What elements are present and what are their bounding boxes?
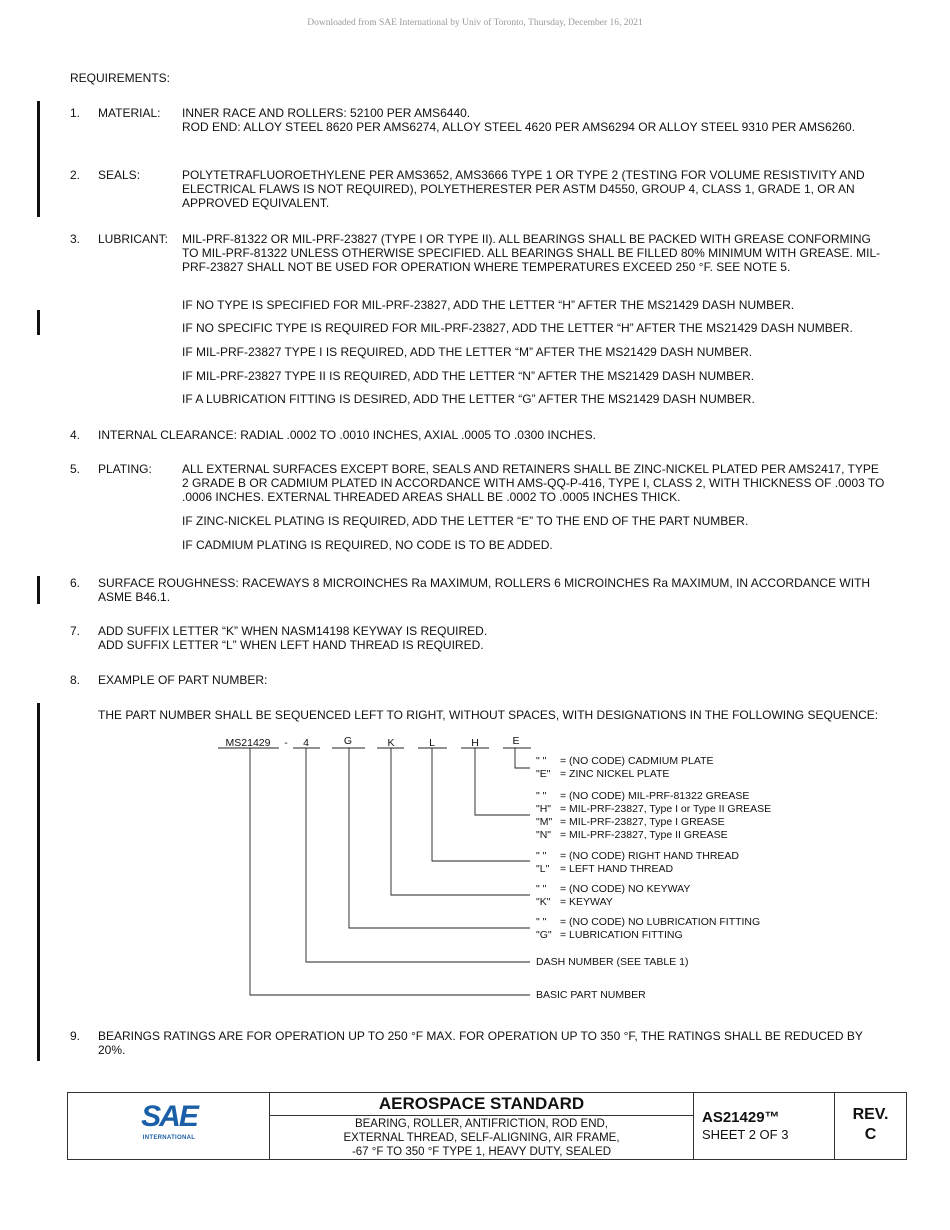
lubricant-sub: IF MIL-PRF-23827 TYPE I IS REQUIRED, ADD THE LETTER “M” AFTER THE MS21429 DASH NUMBER. [182, 345, 753, 359]
lubricant-sub: IF MIL-PRF-23827 TYPE II IS REQUIRED, ADD THE LETTER “N” AFTER THE MS21429 DASH NUMBER. [182, 369, 755, 383]
code-key: " " [536, 916, 547, 928]
code-value: = ZINC NICKEL PLATE [560, 768, 670, 780]
suffix-line: ADD SUFFIX LETTER “K” WHEN NASM14198 KEYWAY IS REQUIRED. [98, 624, 488, 638]
rev-value: C [864, 1126, 877, 1143]
item-text: MIL-PRF-81322 OR MIL-PRF-23827 (TYPE I OR TYPE II). ALL BEARINGS SHALL BE PACKED WITH GREASE CONFORMING TO MIL-PRF-81322 UNLESS OTHERWISE SPECIFIED. ALL BEARINGS SHALL BE FILLED 80% MINIMUM WITH GREASE. MIL-PRF-23827 SHALL NOT BE USED FOR OPERATION WHERE TEMPERATURES EXCEED 250 °F. SEE NOTE 5. [182, 232, 881, 274]
item-text: ALL EXTERNAL SURFACES EXCEPT BORE, SEALS AND RETAINERS SHALL BE ZINC-NICKEL PLATED PER AMS2417, TYPE 2 GRADE B OR CADMIUM PLATED IN ACCORDANCE WITH AMS-QQ-P-416, TYPE I, CLASS 2, WITH THICKNESS OF .0003 TO .0006 INCHES. EXTERNAL THREADED AREAS SHALL BE .0002 TO .0005 INCHES THICK. [182, 462, 885, 504]
item-number: 9. [70, 1029, 81, 1043]
requirements-title: REQUIREMENTS: [70, 71, 171, 85]
code-key: "G" [536, 929, 552, 941]
code-key: " " [536, 790, 547, 802]
lubricant-sub: IF NO SPECIFIC TYPE IS REQUIRED FOR MIL-PRF-23827, ADD THE LETTER “H” AFTER THE MS21429 DASH NUMBER. [182, 321, 853, 335]
part-token: L [429, 737, 435, 749]
plating-sub: IF ZINC-NICKEL PLATING IS REQUIRED, ADD THE LETTER “E” TO THE END OF THE PART NUMBER. [182, 514, 749, 528]
code-value: = (NO CODE) CADMIUM PLATE [560, 755, 714, 767]
code-group-keyway [536, 883, 690, 909]
code-key: "H" [536, 803, 552, 815]
item-label: MATERIAL: [98, 106, 161, 120]
code-value: = MIL-PRF-23827, Type I or Type II GREASE [560, 803, 772, 815]
code-key: "L" [536, 863, 550, 875]
item-label: PLATING: [98, 462, 152, 476]
code-key: "E" [536, 768, 551, 780]
standard-desc-line: -67 °F TO 350 °F TYPE 1, HEAVY DUTY, SEALED [351, 1146, 612, 1158]
sae-logo-sub: INTERNATIONAL [142, 1135, 196, 1141]
item-number: 6. [70, 576, 81, 590]
item-number: 1. [70, 106, 81, 120]
item-label: LUBRICANT: [98, 232, 169, 246]
code-value: = LUBRICATION FITTING [560, 929, 683, 941]
code-basic: BASIC PART NUMBER [536, 989, 646, 1001]
material-line: INNER RACE AND ROLLERS: 52100 PER AMS6440. [182, 106, 471, 120]
code-key: " " [536, 755, 547, 767]
code-value: = MIL-PRF-23827, Type I GREASE [560, 816, 725, 828]
code-key: "M" [536, 816, 553, 828]
code-key: " " [536, 850, 547, 862]
code-value: = LEFT HAND THREAD [560, 863, 674, 875]
standard-desc-line: EXTERNAL THREAD, SELF-ALIGNING, AIR FRAME, [343, 1132, 620, 1144]
lubricant-sub: IF NO TYPE IS SPECIFIED FOR MIL-PRF-23827, ADD THE LETTER “H” AFTER THE MS21429 DASH NUMBER. [182, 298, 795, 312]
sheet-number: SHEET 2 OF 3 [702, 1127, 789, 1142]
item-text: SURFACE ROUGHNESS: RACEWAYS 8 MICROINCHES Ra MAXIMUM, ROLLERS 6 MICROINCHES Ra MAXIMUM, IN ACCORDANCE WITH ASME B46.1. [98, 576, 871, 604]
item-text: INTERNAL CLEARANCE: RADIAL .0002 TO .0010 INCHES, AXIAL .0005 TO .0300 INCHES. [98, 428, 596, 442]
part-token: H [471, 737, 479, 749]
part-token: G [343, 735, 353, 747]
item-number: 3. [70, 232, 81, 246]
sae-logo: SAE [141, 1100, 197, 1133]
code-dash: DASH NUMBER (SEE TABLE 1) [536, 956, 689, 968]
code-value: = (NO CODE) NO LUBRICATION FITTING [560, 916, 761, 928]
rev-label: REV. [852, 1106, 889, 1123]
code-group-plate [536, 755, 714, 781]
item-number: 2. [70, 168, 81, 182]
rev-cell [835, 1093, 906, 1159]
code-value: = KEYWAY [560, 896, 613, 908]
code-value: = (NO CODE) MIL-PRF-81322 GREASE [560, 790, 750, 802]
doc-cell [694, 1093, 835, 1159]
standard-desc-line: BEARING, ROLLER, ANTIFRICTION, ROD END, [354, 1118, 609, 1130]
download-note: Downloaded from SAE International by Univ of Toronto, Thursday, December 16, 2021 [307, 18, 643, 28]
standard-title: AEROSPACE STANDARD [270, 1093, 693, 1116]
item-number: 7. [70, 624, 81, 638]
item-number: 4. [70, 428, 81, 442]
item-number: 8. [70, 673, 81, 687]
code-key: " " [536, 883, 547, 895]
code-value: = (NO CODE) RIGHT HAND THREAD [560, 850, 740, 862]
plating-sub: IF CADMIUM PLATING IS REQUIRED, NO CODE IS TO BE ADDED. [182, 538, 553, 552]
part-token: 4 [303, 737, 309, 749]
code-value: = (NO CODE) NO KEYWAY [560, 883, 691, 895]
item-label: SEALS: [98, 168, 141, 182]
item-text: POLYTETRAFLUOROETHYLENE PER AMS3652, AMS3666 TYPE 1 OR TYPE 2 (TESTING FOR VOLUME RESISTIVITY AND ELECTRICAL FLAWS IS NOT REQUIRED), POLYETHERESTER PER ASTM D4550, GROUP 4, CLASS 1, GRADE 1, OR AN APPROVED EQUIVALENT. [182, 168, 865, 210]
title-cell [270, 1093, 694, 1159]
code-key: "N" [536, 829, 552, 841]
item-text: EXAMPLE OF PART NUMBER: [98, 673, 268, 687]
code-value: = MIL-PRF-23827, Type II GREASE [560, 829, 728, 841]
part-token: MS21429 [225, 737, 271, 749]
part-token: E [512, 735, 520, 747]
doc-number: AS21429™ [702, 1109, 780, 1126]
part-token: K [387, 737, 395, 749]
item-number: 5. [70, 462, 81, 476]
code-key: "K" [536, 896, 551, 908]
part-token: - [284, 737, 288, 749]
code-group-thread [536, 850, 739, 876]
material-line: ROD END: ALLOY STEEL 8620 PER AMS6274, ALLOY STEEL 4620 PER AMS6294 OR ALLOY STEEL 9310 PER AMS6260. [182, 120, 856, 134]
code-group-grease [536, 790, 771, 842]
code-group-fitting [536, 916, 760, 942]
lubricant-sub: IF A LUBRICATION FITTING IS DESIRED, ADD THE LETTER “G” AFTER THE MS21429 DASH NUMBER. [182, 392, 755, 406]
item-text: BEARINGS RATINGS ARE FOR OPERATION UP TO 250 °F MAX. FOR OPERATION UP TO 350 °F, THE RATINGS SHALL BE REDUCED BY 20%. [98, 1029, 863, 1057]
logo-cell [68, 1093, 270, 1159]
sequence-text: THE PART NUMBER SHALL BE SEQUENCED LEFT TO RIGHT, WITHOUT SPACES, WITH DESIGNATIONS IN THE FOLLOWING SEQUENCE: [98, 708, 879, 722]
suffix-line: ADD SUFFIX LETTER “L” WHEN LEFT HAND THREAD IS REQUIRED. [98, 638, 484, 652]
title-block [67, 1092, 907, 1160]
